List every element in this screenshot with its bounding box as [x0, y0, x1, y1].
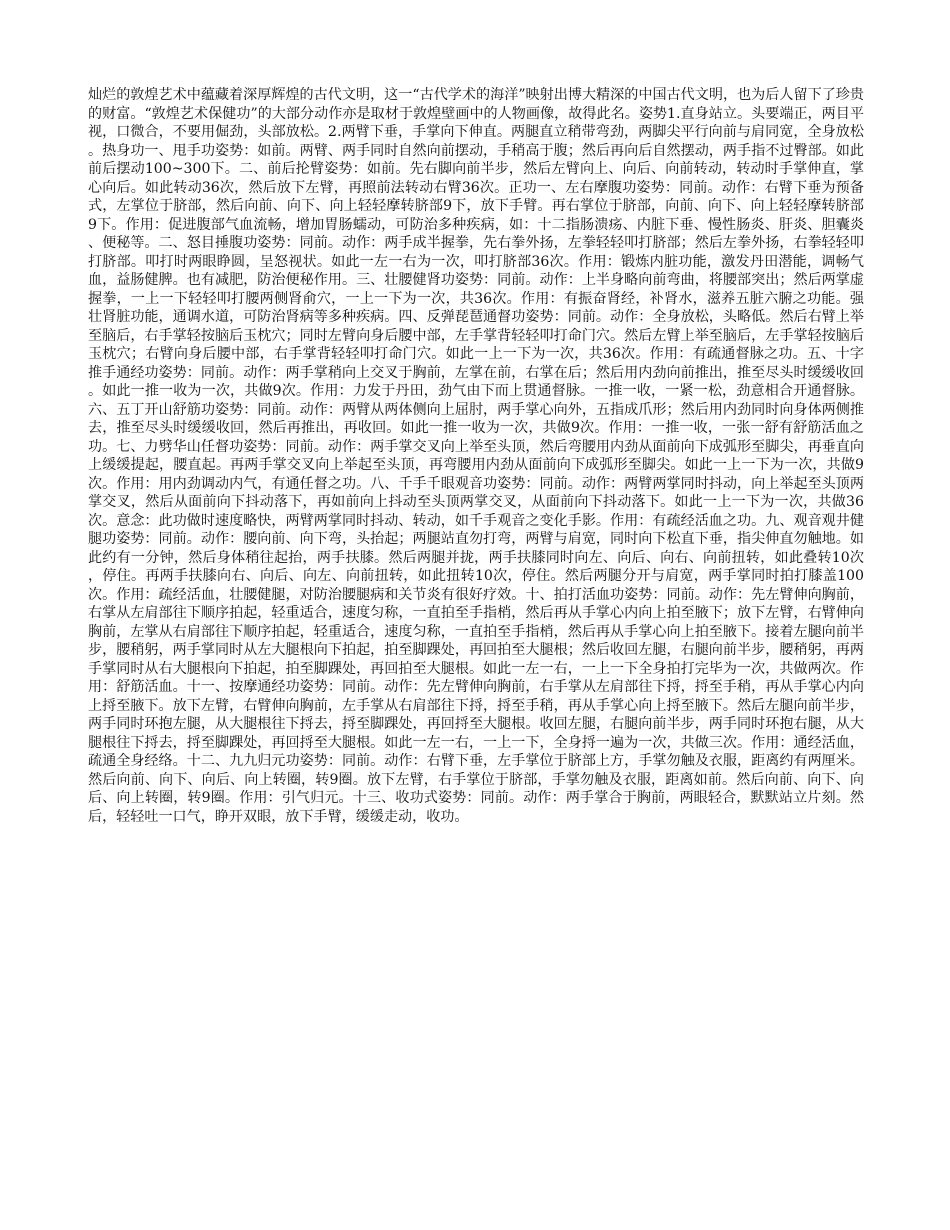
article-page — [88, 86, 864, 826]
article-body-text: 灿烂的敦煌艺术中蕴藏着深厚辉煌的古代文明，这一“古代学术的海洋”映射出博大精深的中国古代文明，也为后人留下了珍贵的财富。“敦煌艺术保健功”的大部分动作亦是取材于敦煌壁画中的人物画像，故得此名。姿势1.直身站立。头要端正，两目平视，口微合，不要用倔劲，头部放松。2.两臂下垂，手掌向下伸直。两腿直立稍带弯劲，两脚尖平行向前与肩同宽，全身放松。热身功一、甩手功姿势：如前。两臂、两手同时自然向前摆动，手稍高于腹；然后再向后自然摆动，两手指不过臀部。如此前后摆动100~300下。二、前后抡臂姿势：如前。先右脚向前半步，然后左臂向上、向后、向前转动，转动时手掌伸直，掌心向后。如此转动36次，然后放下左臂，再照前法转动右臂36次。正功一、左右摩腹功姿势：同前。动作：右臂下垂为预备式，左掌位于脐部，然后向前、向下、向上轻轻摩转脐部9下，放下手臂。再右掌位于脐部，向前、向下、向上轻轻摩转脐部9下。作用：促进腹部气血流畅，增加胃肠蠕动，可防治多种疾病，如：十二指肠溃疡、内脏下垂、慢性肠炎、肝炎、胆囊炎、便秘等。二、怒目捶腹功姿势：同前。动作：两手成半握拳，先右拳外扬，左拳轻轻叩打脐部；然后左拳外扬，右拳轻轻叩打脐部。叩打时两眼睁圆，呈怒视状。如此一左一右为一次，叩打脐部36次。作用：锻炼内脏功能，激发丹田潜能，调畅气血，益肠健脾。也有减肥，防治便秘作用。三、壮腰健肾功姿势：同前。动作：上半身略向前弯曲，将腰部突出；然后两掌虚握拳，一上一下轻轻叩打腰两侧肾俞穴，一上一下为一次，共36次。作用：有振奋肾经，补肾水，滋养五脏六腑之功能。强壮肾脏功能，通调水道，可防治肾病等多种疾病。四、反弹琵琶通督功姿势：同前。动作：全身放松，头略低。然后右臂上举至脑后，右手掌轻按脑后玉枕穴；同时左臂向身后腰中部，左手掌背轻轻叩打命门穴。然后左臂上举至脑后，左手掌轻按脑后玉枕穴；右臂向身后腰中部，右手掌背轻轻叩打命门穴。如此一上一下为一次，共36次。作用：有疏通督脉之功。五、十字推手通经功姿势：同前。动作：两手掌稍向上交叉于胸前，左掌在前，右掌在后；然后用内劲向前推出，推至尽头时缓缓收回。如此一推一收为一次，共做9次。作用：力发于丹田，劲气由下而上贯通督脉。一推一收，一紧一松，劲意相合开通督脉。六、五丁开山舒筋功姿势：同前。动作：两臂从两体侧向上屈肘，两手掌心向外，五指成爪形；然后用内劲同时向身体两侧推去，推至尽头时缓缓收回，然后再推出，再收回。如此一推一收为一次，共做9次。作用：一推一收，一张一舒有舒筋活血之功。七、力劈华山任督功姿势：同前。动作：两手掌交叉向上举至头顶，然后弯腰用内劲从面前向下成弧形至脚尖，再垂直向上缓缓提起，腰直起。再两手掌交叉向上举起至头顶，再弯腰用内劲从面前向下成弧形至脚尖。如此一上一下为一次，共做9次。作用：用内劲调动内气，有通任督之功。八、千手千眼观音功姿势：同前。动作：两臂两掌同时抖动，向上举起至头顶两掌交叉，然后从面前向下抖动落下，再如前向上抖动至头顶两掌交叉，从面前向下抖动落下。如此一上一下为一次，共做36次。意念：此功做时速度略快，两臂两掌同时抖动、转动，如千手观音之变化手影。作用：有疏经活血之功。九、观音观井健腿功姿势：同前。动作：腰向前、向下弯，头抬起；两腿站直勿打弯，两臂与肩宽，同时向下松直下垂，指尖伸直勿触地。如此约有一分钟，然后身体稍往起抬，两手扶膝。然后两腿并拢，两手扶膝同时向左、向后、向右、向前扭转，如此叠转10次，停住。再两手扶膝向右、向后、向左、向前扭转，如此扭转10次，停住。然后两腿分开与肩宽，两手掌同时拍打膝盖100次。作用：疏经活血，壮腰健腿，对防治腰腿病和关节炎有很好疗效。十、拍打活血功姿势：同前。动作：先左臂伸向胸前，右掌从左肩部往下顺序拍起，轻重适合，速度匀称，一直拍至手指梢，然后再从手掌心内向上拍至腋下；放下左臂，右臂伸向胸前，左掌从右肩部往下顺序拍起，轻重适合，速度匀称，一直拍至手指梢，然后再从手掌心向上拍至腋下。接着左腿向前半步，腰稍躬，两手掌同时从左大腿根向下拍起，拍至脚踝处，再回拍至大腿根；然后收回左腿，右腿向前半步，腰稍躬，再两手掌同时从右大腿根向下拍起，拍至脚踝处，再回拍至大腿根。如此一左一右，一上一下全身拍打完毕为一次，共做两次。作用：舒筋活血。十一、按摩通经功姿势：同前。动作：先左臂伸向胸前，右手掌从左肩部往下捋，捋至手稍，再从手掌心内向上捋至腋下。放下左臂，右臂伸向胸前，左手掌从右肩部往下捋，捋至手稍，再从手掌心向上捋至腋下。然后左腿向前半步，两手同时环抱左腿，从大腿根往下捋去，捋至脚踝处，再回捋至大腿根。收回左腿，右腿向前半步，两手同时环抱右腿，从大腿根往下捋去，捋至脚踝处，再回捋至大腿根。如此一左一右，一上一下，全身捋一遍为一次，共做三次。作用：通经活血，疏通全身经络。十二、九九归元功姿势：同前。动作：右臂下垂，左手掌位于脐部上方，手掌勿触及衣服，距离约有两厘米。然后向前、向下、向后、向上转圈，转9圈。放下左臂，右手掌位于脐部，手掌勿触及衣服，距离如前。然后向前、向下、向后、向上转圈，转9圈。作用：引气归元。十三、收功式姿势：同前。动作：两手掌合于胸前，两眼轻合，默默站立片刻。然后，轻轻吐一口气，睁开双眼，放下手臂，缓缓走动，收功。 — [88, 87, 864, 825]
